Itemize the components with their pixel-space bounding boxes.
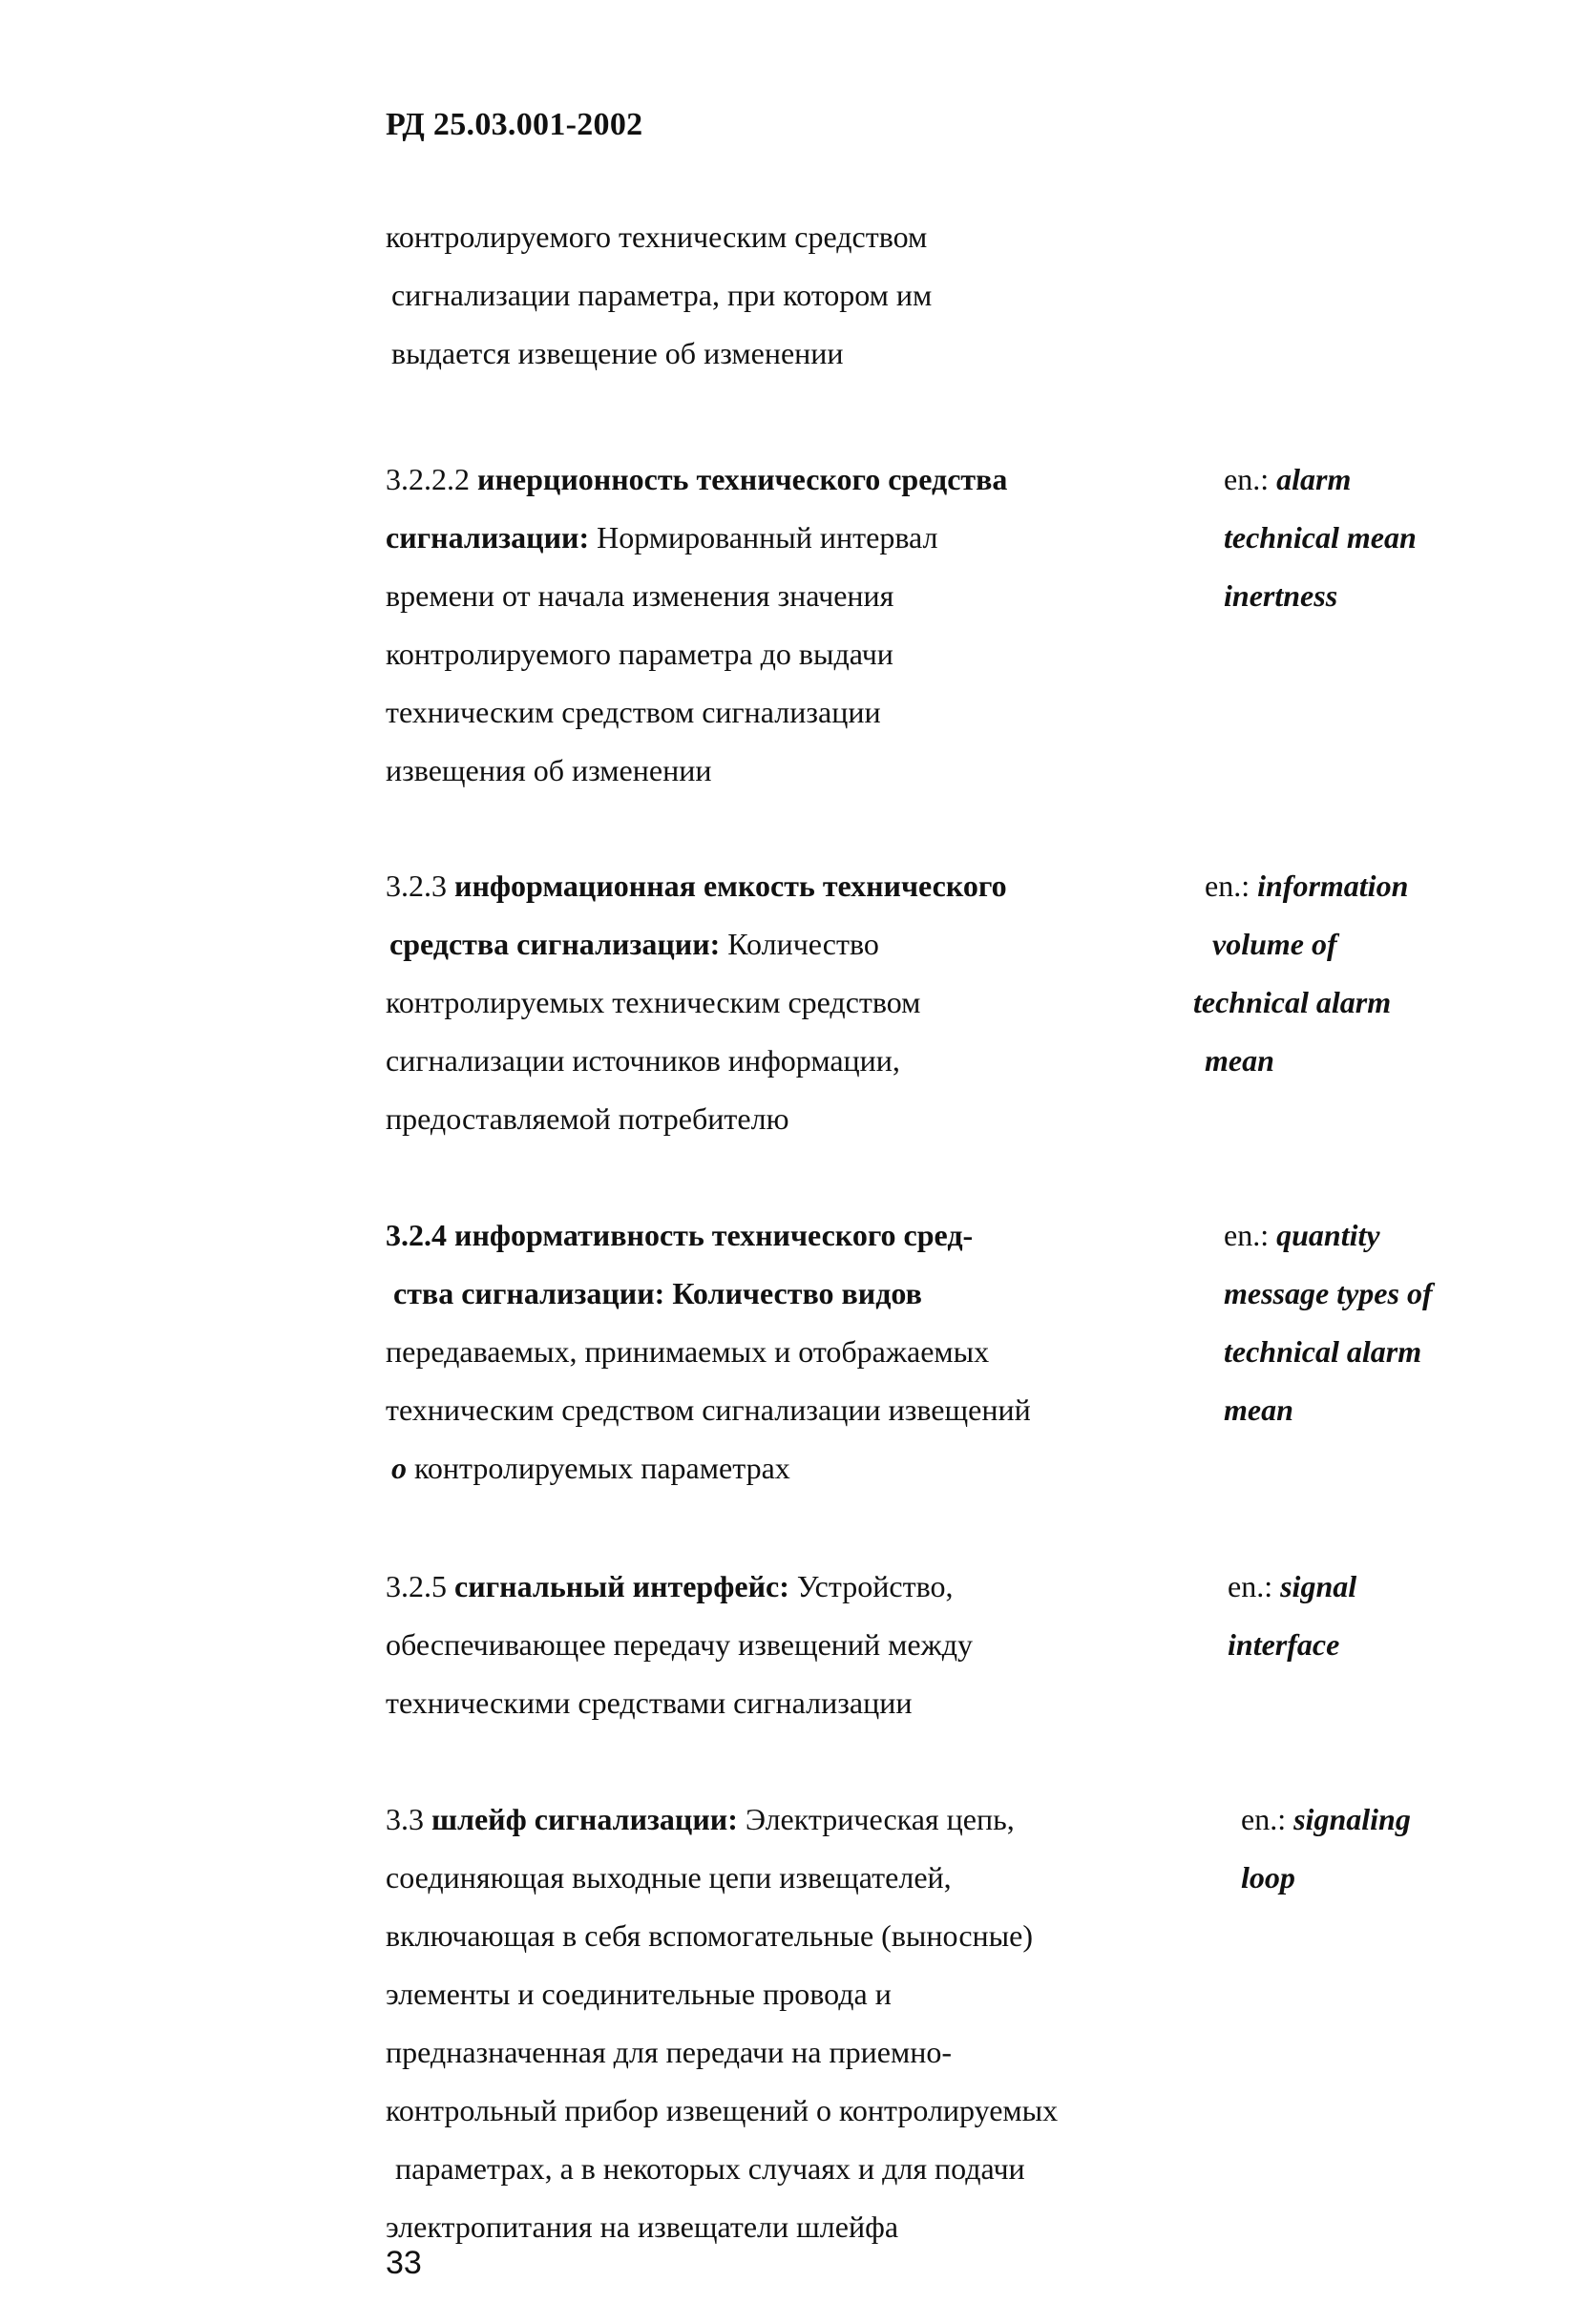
intro-continuation [386,208,1111,383]
term-title: информационная емкость технического [447,869,1007,903]
text-line: предоставляемой потребителю [386,1101,789,1136]
text-line [386,1439,1111,1497]
text-line: контролируемого параметра до выдачи [386,637,893,671]
text-line: элементы и соединительные провода и [386,1977,892,2011]
definition-text: Электрическая цепь, [737,1802,1015,1836]
term-3-2-4-definition [386,1206,1111,1497]
term-3-2-2-2-definition [386,450,1111,800]
text-line: техническими средствами сигнализации [386,1685,913,1720]
text-line: техническим средством сигнализации [386,695,881,729]
term-3-2-3-definition [386,857,1111,1148]
text-line: времени от начала изменения значения [386,578,894,613]
term-line [386,1790,1111,1849]
term-title: сигнальный интерфейс: [447,1569,789,1603]
document-code-header: РД 25.03.001-2002 [386,107,643,142]
en-prefix: en.: [1228,1569,1281,1603]
en-term: volume of [1212,927,1337,961]
term-title: информативность технического сред- [447,1218,974,1252]
italic-letter: о [391,1451,407,1485]
text-line: выдается извещение об изменении [391,336,844,370]
en-prefix: en.: [1205,869,1258,903]
term-line: ства сигнализации: Количество видов [393,1276,922,1310]
term-line [386,915,1111,974]
term-number: 3.3 [386,1802,424,1836]
term-3-3-definition [386,1790,1111,2256]
term-line [386,857,1111,915]
en-term: alarm [1276,462,1352,496]
en-term: quantity [1276,1218,1380,1252]
en-term: signaling [1293,1802,1411,1836]
en-term: message types of [1224,1276,1433,1310]
en-term: mean [1224,1392,1293,1427]
term-title: шлейф сигнализации: [424,1802,738,1836]
text-line: контролируемого техническим средством [386,220,928,254]
en-term: inertness [1224,578,1338,613]
definition-text: Количество [720,927,879,961]
definition-text: контролируемых параметрах [407,1451,790,1485]
term-line [386,509,1111,567]
en-term: technical mean [1224,520,1417,555]
text-line: сигнализации источников информации, [386,1043,900,1078]
en-term: mean [1205,1043,1274,1078]
definition-text: Устройство, [788,1569,954,1603]
term-3-2-4-english [1224,1206,1510,1439]
term-number: 3.2.2.2 [386,462,470,496]
definition-text: Нормированный интервал [589,520,938,555]
page-number: 33 [386,2245,422,2281]
term-line [386,1558,1111,1616]
text-line: включающая в себя вспомогательные (выносные) [386,1918,1034,1953]
en-term: technical alarm [1224,1334,1422,1369]
text-line: предназначенная для передачи на приемно- [386,2035,952,2069]
en-prefix: en.: [1224,462,1277,496]
term-title-cont: средства сигнализации: [389,927,721,961]
term-3-3-english [1241,1790,1527,1907]
term-line [386,1206,1111,1265]
text-line: параметрах, а в некоторых случаях и для подачи [395,2151,1025,2186]
text-line: сигнализации параметра, при котором им [391,278,933,312]
term-3-2-5-english [1228,1558,1514,1674]
term-number: 3.2.4 [386,1218,447,1252]
term-title-cont: сигнализации: [386,520,590,555]
term-number: 3.2.3 [386,869,447,903]
text-line: контрольный прибор извещений о контролируемых [386,2093,1059,2127]
term-title: инерционность технического средства [470,462,1008,496]
text-line: извещения об изменении [386,753,712,787]
en-term: interface [1228,1627,1340,1662]
text-line: электропитания на извещатели шлейфа [386,2209,899,2244]
term-3-2-5-definition [386,1558,1111,1732]
en-prefix: en.: [1241,1802,1294,1836]
en-term: information [1257,869,1409,903]
en-term: signal [1280,1569,1357,1603]
text-line: обеспечивающее передачу извещений между [386,1627,974,1662]
text-line: контролируемых техническим средством [386,985,921,1019]
text-line: соединяющая выходные цепи извещателей, [386,1860,952,1895]
text-line: техническим средством сигнализации извещений [386,1392,1031,1427]
term-3-2-3-english [1193,857,1491,1090]
text-line: передаваемых, принимаемых и отображаемых [386,1334,990,1369]
en-prefix: en.: [1224,1218,1277,1252]
en-term: loop [1241,1860,1295,1895]
term-line [386,450,1111,509]
term-3-2-2-2-english [1224,450,1510,625]
term-number: 3.2.5 [386,1569,447,1603]
en-term: technical alarm [1193,985,1392,1019]
